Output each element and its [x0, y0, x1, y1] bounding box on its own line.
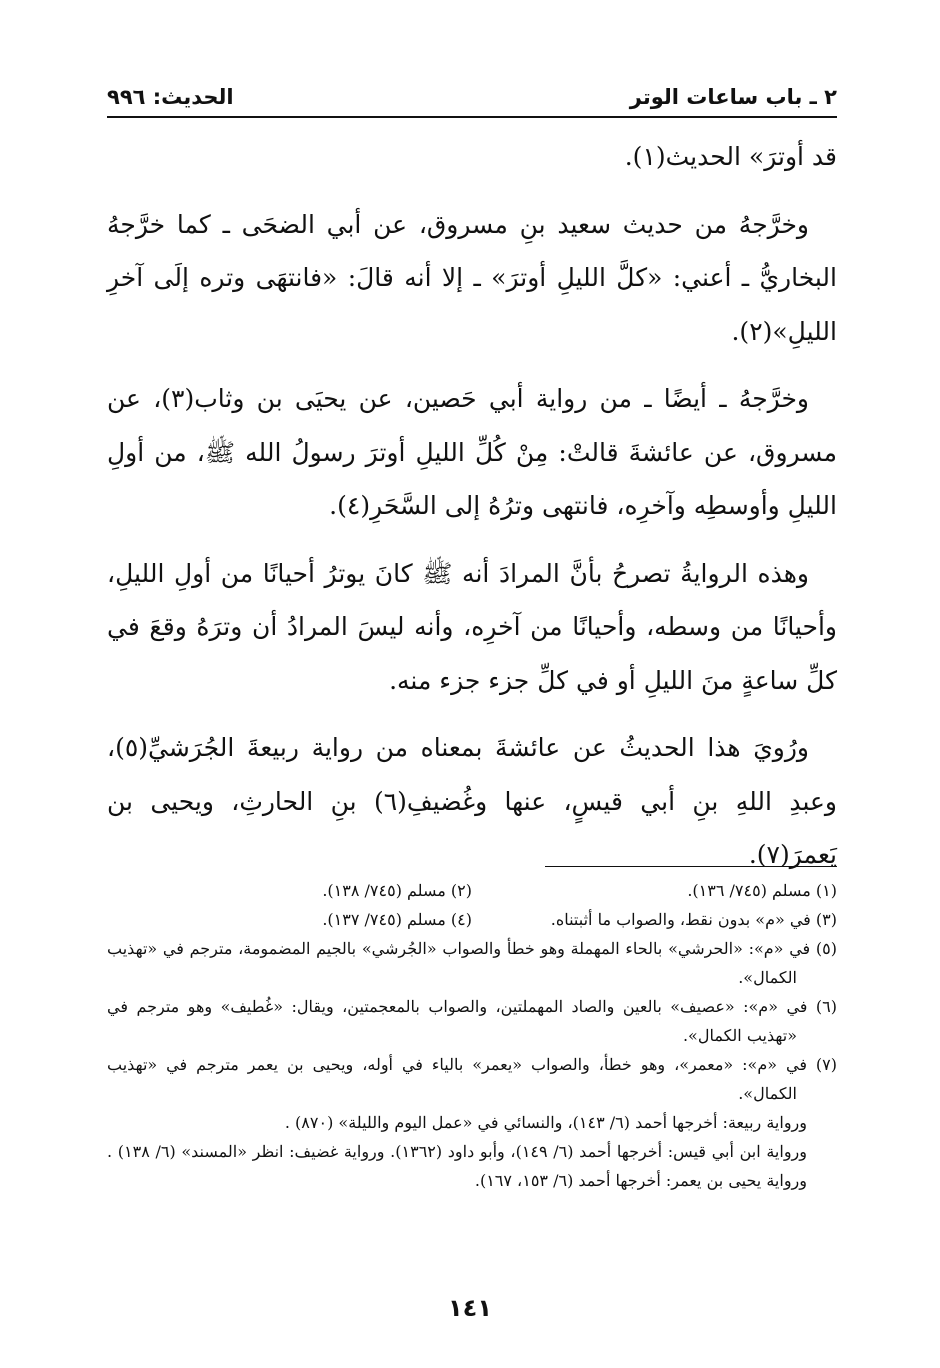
- footnote-6: (٦) في «م»: «عصيف» بالعين والصاد المهملتين، والصواب بالمعجمتين، ويقال: «غُطيف» وهو مترجم في «تهذيب الكمال».: [107, 997, 837, 1045]
- paragraph-1: قد أوترَ» الحديث(١).: [624, 142, 837, 171]
- footnote-2: (٢) مسلم (٧٤٥/ ١٣٨).: [322, 881, 472, 900]
- footnote-5: (٥) في «م»: «الحرشي» بالحاء المهملة وهو خطأ والصواب «الجُرشي» بالجيم المضمومة، مترجم في «تهذيب الكمال».: [107, 939, 837, 987]
- hadith-reference: الحديث: ٩٩٦: [107, 85, 234, 109]
- footnote-7: (٧) في «م»: «معمر»، وهو خطأ، والصواب «يعمر» بالياء في أوله، ويحيى بن يعمر مترجم في «تهذيب الكمال».: [107, 1055, 837, 1103]
- footnote-4: (٤) مسلم (٧٤٥/ ١٣٧).: [322, 910, 472, 929]
- chapter-title: ٢ ـ باب ساعات الوتر: [629, 85, 837, 109]
- footnote-note-2: ورواية ابن أبي قيس: أخرجها أحمد (٦/ ١٤٩)، وأبو داود (١٣٦٢). ورواية غضيف: انظر «المسند» (٦/ ١٣٨) . ورواية يحيى بن يعمر: أخرجها أحمد (٦/ ١٥٣، ١٦٧).: [107, 1142, 808, 1190]
- header-rule: [107, 116, 837, 118]
- page-number: ١٤١: [448, 1294, 492, 1322]
- footnote-row: [107, 905, 837, 934]
- running-header: [107, 80, 837, 114]
- paragraph-3: وخرَّجهُ ـ أيضًا ـ من رواية أبي حَصين، عن يحيَى بن وثاب(٣)، عن مسروق، عن عائشةَ قالتْ: مِنْ كُلِّ الليلِ أوترَ رسولُ الله ﷺ، من أولِ الليلِ وأوسطِه وآخرِه، فانتهى وترُهُ إلى السَّحَرِ(٤).: [107, 384, 837, 520]
- footnote-separator: [545, 866, 837, 867]
- paragraph-5: ورُويَ هذا الحديثُ عن عائشةَ بمعناه من رواية ربيعةَ الجُرَشيِّ(٥)، وعبدِ اللهِ بنِ أبي قيسٍ، عنها وغُضيفِ(٦) بنِ الحارثِ، ويحيى بن يَعمرَ(٧).: [107, 733, 837, 869]
- footnote-3: (٣) في «م» بدون نقط، والصواب ما أثبتناه.: [550, 910, 837, 929]
- footnote-note-1: ورواية ربيعة: أخرجها أحمد (٦/ ١٤٣)، والنسائي في «عمل اليوم والليلة» (٨٧٠) .: [284, 1113, 807, 1132]
- footnote-row: [107, 876, 837, 905]
- paragraph-2: وخرَّجهُ من حديث سعيد بنِ مسروق، عن أبي الضحَى ـ كما خرَّجهُ البخاريُّ ـ أعني: «كلَّ الليلِ أوترَ» ـ إلا أنه قالَ: «فانتهَى وتره إلَى آخرِ الليلِ»(٢).: [107, 209, 837, 346]
- main-text: [107, 130, 837, 896]
- paragraph-4: وهذه الروايةُ تصرحُ بأنَّ المرادَ أنه ﷺ كانَ يوترُ أحيانًا من أولِ الليلِ، وأحيانًا من وسطه، وأحيانًا من آخرِه، وأنه ليسَ المرادُ أن وترَهُ وقعَ في كلِّ ساعةٍ منَ الليلِ أو في كلِّ جزء جزء منه.: [107, 558, 837, 695]
- footnotes: [107, 876, 837, 1195]
- footnote-1: (١) مسلم (٧٤٥/ ١٣٦).: [687, 881, 837, 900]
